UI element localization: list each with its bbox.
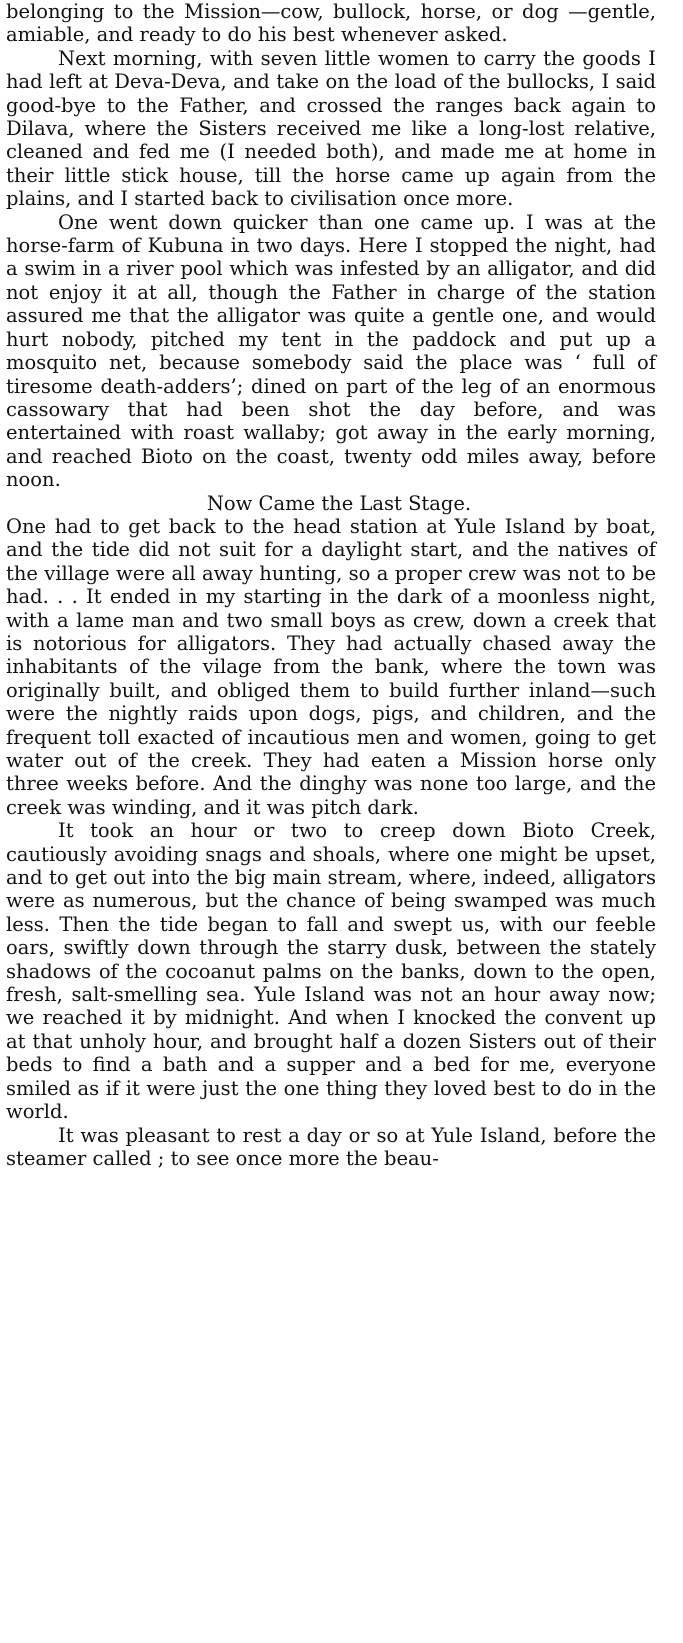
section-heading: Now Came the Last Stage. bbox=[206, 491, 472, 515]
paragraph-yule-island-boat: One had to get back to the head station at Yule Island by boat, and the tide did not suit for a daylight start, and the natives of the village were all away hunting, so a proper crew was not to be had. . . It ended in my starting in the dark of a moonless night, with a lame man and two small boys as crew, down a creek that is notorious for alligators. They had actually chased away the inhabitants of the vilage from the bank, where the town was originally built, and obliged them to build further inland—such were the nightly raids upon dogs, pigs, and children, and the frequent toll exacted of incautious men and women, going to get water out of the creek. They had eaten a Mission horse only three weeks before. And the dinghy was none too large, and the creek was winding, and it was pitch dark. bbox=[6, 514, 656, 819]
paragraph-bioto-creek: It took an hour or two to creep down Bioto Creek, cautiously avoiding snags and shoals, where one might be upset, and to get out into the big main stream, where, indeed, alligators were as numerous, but the chance of being swamped was much less. Then the tide began to fall and swept us, with our feeble oars, swiftly down through the starry dusk, between the stately shadows of the cocoanut palms on the banks, down to the open, fresh, salt-smelling sea. Yule Island was not an hour away now; we reached it by midnight. And when I knocked the convent up at that unholy hour, and brought half a dozen Sisters out of their beds to find a bath and a supper and a bed for me, everyone smiled as if it were just the one thing they loved best to do in the world. bbox=[6, 819, 656, 1124]
paragraph-mission-animals: belonging to the Mission—cow, bullock, horse, or dog —gentle, amiable, and ready to do his best whenever asked. bbox=[6, 0, 656, 47]
paragraph-next-morning: Next morning, with seven little women to carry the goods I had left at Deva-Deva, and take on the load of the bullocks, I said good-bye to the Father, and crossed the ranges back again to Dilava, where the Sisters received me like a long-lost relative, cleaned and fed me (I needed both), and made me at home in their little stick house, till the horse came up again from the plains, and I started back to civilisation once more. bbox=[6, 46, 656, 211]
paragraph-rest-at-yule: It was pleasant to rest a day or so at Yule Island, before the steamer called ; to see once more the beau- bbox=[6, 1123, 656, 1170]
paragraph-kubuna: One went down quicker than one came up. I was at the horse-farm of Kubuna in two days. Here I stopped the night, had a swim in a river pool which was infested by an alligator, and did not enjoy it at all, though the Father in charge of the station assured me that the alligator was quite a gentle one, and would hurt nobody, pitched my tent in the paddock and put up a mosquito net, because somebody said the place was ‘ full of tiresome death-adders’; dined on part of the leg of an enormous cassowary that had been shot the day before, and was entertained with roast wallaby; got away in the early morning, and reached Bioto on the coast, twenty odd miles away, before noon. bbox=[6, 210, 656, 492]
